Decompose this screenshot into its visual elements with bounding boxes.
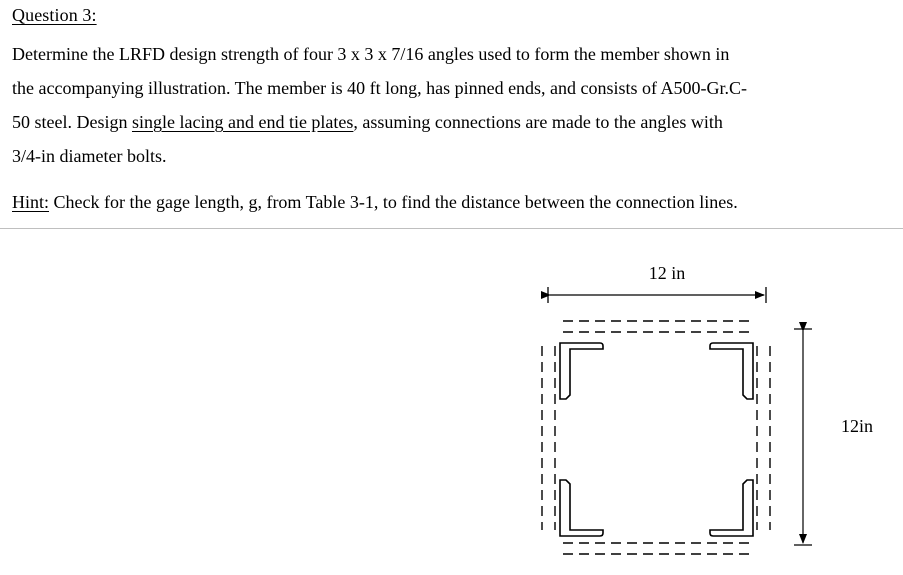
question-text-line-4: 3/4-in diameter bolts.: [12, 146, 167, 166]
line3-start: 50 steel. Design: [12, 112, 132, 132]
question-text-line-2: the accompanying illustration. The member is 40 ft long, has pinned ends, and consists of A500-Gr.C-: [12, 78, 748, 98]
height-dimension: [794, 329, 873, 545]
line3-end: , assuming connections are made to the angles with: [353, 112, 723, 132]
height-label: 12in: [841, 416, 874, 436]
angle-top-right: [710, 343, 753, 399]
width-label: 12 in: [648, 263, 686, 283]
angle-bottom-left: [560, 480, 603, 536]
underlined-phrase: single lacing and end tie plates: [131, 112, 354, 132]
angles: [560, 343, 753, 536]
lacing-lines: [542, 321, 770, 554]
hint-label: Hint:: [12, 192, 50, 212]
question-text-line-1: Determine the LRFD design strength of four 3 x 3 x 7/16 angles used to form the member shown in: [12, 44, 730, 64]
angle-bottom-right: [710, 480, 753, 536]
width-dimension: [548, 263, 766, 303]
question-heading: Question 3:: [12, 5, 97, 25]
angle-top-left: [560, 343, 603, 399]
hint-text: Check for the gage length, g, from Table 3-1, to find the distance between the connection lines.: [49, 192, 738, 212]
